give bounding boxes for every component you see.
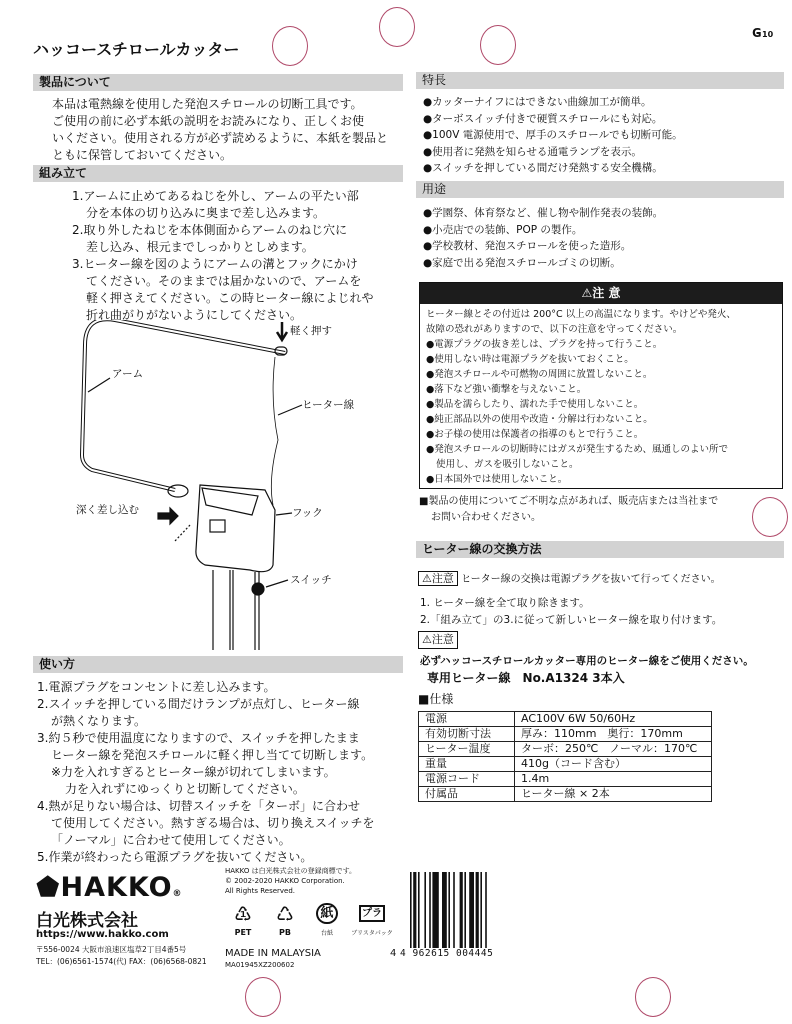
recycle-marks (225, 900, 393, 937)
hole-mark (379, 7, 415, 47)
assembly-diagram (30, 320, 330, 650)
recycle-paper-icon: 紙 台紙 (309, 900, 345, 937)
caution-list: ヒーター線とその付近は 200°C 以上の高温になります。やけどや発火、 故障の恐れがありますので、以下の注意を守ってください。 ●電源プラグの抜き差しは、プラグを持って行うこと。 ●使用しない時は電源プラグを抜いておくこと。 ●発泡スチロールや可燃物の周囲に放置しないこと。 ●落下など強い衝撃を与えないこと。 ●製品を濡らしたり、濡れた手で使用しないこと。 ●純正部品以外の使用や改造・分解は行わないこと。 ●お子様の使用は保護者の指導のもとで行うこと。 ●発泡スチロールの切断時にはガスが発生するため、風通しのよい所で 使用し、ガスを吸引しないこと。 ●日本国外では使用しないこと。 (426, 309, 736, 485)
barcode-bar (432, 872, 438, 948)
barcode-bar (410, 872, 412, 948)
replace-caution: ⚠注意 ヒーター線の交換は電源プラグを抜いて行ってください。 (418, 570, 721, 588)
barcode (408, 872, 508, 950)
label-heater: ヒーター線 (302, 399, 355, 411)
copyright-block: HAKKO は白光株式会社の登録商標です。 © 2002-2020 HAKKO Corporation. All Rights Reserved. (225, 867, 357, 895)
company-address: 〒556-0024 大阪市浪速区塩草2丁目4番5号 (36, 945, 187, 954)
page-number: 4 (390, 948, 397, 959)
caution-heading: ⚠注 意 (420, 283, 782, 304)
specs-heading: ■仕様 (418, 692, 454, 706)
company-name: 白光株式会社 (36, 911, 138, 931)
uses-list: ●学園祭、体育祭など、催し物や制作発表の装飾。 ●小売店での装飾、POP の製作。 ●学校教材、発泡スチロールを使った造形。 ●家庭で出る発泡スチロールゴミの切断。 (423, 207, 664, 269)
product-code: MA01945XZ200602 (225, 961, 295, 969)
barcode-bar (453, 872, 455, 948)
table-row: ヒーター温度 ターボ：250℃ ノーマル：170℃ (419, 742, 712, 757)
about-text: 本品は電熱線を使用した発泡スチロールの切断工具です。 ご使用の前に必ず本紙の説明をお読みになり、正しくお使 いください。使用される方が必ず読めるように、本紙を製品と ともに保管しておいてください。 (52, 97, 389, 162)
hakko-logo: ⬟HAKKO® (36, 872, 183, 903)
replace-caution-tag: ⚠注意 (418, 631, 458, 649)
recycle-plastic-icon: プラ ブリスタパック (351, 900, 393, 937)
recycle-pb-icon: ♺ PB (276, 902, 294, 937)
barcode-bar (429, 872, 431, 948)
label-arm: アーム (112, 368, 144, 380)
pentagon-logo-icon: ⬟ (36, 872, 61, 903)
caution-box (419, 282, 783, 489)
usage-steps: 1.電源プラグをコンセントに差し込みます。 2.スイッチを押している間だけランプが点灯し、ヒーター線 が熱くなります。 3.約５秒で使用温度になりますので、スイッチを押したまま ヒーター線を発泡スチロールに軽く押し当てて切断します。 ※力を入れすぎるとヒーター線が切れてしまいます。 力を入れずにゆっくりと切断してください。 4.熱が足りない場合は、切替スイッチを「ターボ」に合わせ て使用してください。熱すぎる場合は、切り換えスイッチを 「ノーマル」に合わせて使用してください。 5.作業が終わったら電源プラグを抜いてください。 (37, 680, 375, 864)
replace-note: 必ずハッコースチロールカッター専用のヒーター線をご使用ください。 (420, 655, 754, 667)
company-url: https://www.hakko.com (36, 929, 169, 940)
section-features-heading: 特長 (416, 72, 784, 89)
hole-mark (752, 497, 788, 537)
table-row: 電源 AC100V 6W 50/60Hz (419, 712, 712, 727)
barcode-digits: 4 962615 004445 (400, 948, 494, 959)
barcode-bar (460, 872, 463, 948)
section-uses-heading: 用途 (416, 181, 784, 198)
barcode-bar (413, 872, 416, 948)
label-insert: 深く差し込む (76, 504, 139, 516)
features-list: ●カッターナイフにはできない曲線加工が簡単。 ●ターボスイッチ付きで硬質スチロールにも対応。 ●100V 電源使用で、厚手のスチロールでも切断可能。 ●使用者に発熱を知らせる通電ランプを表示。 ●スイッチを押している間だけ発熱する安全機構。 (423, 96, 683, 174)
made-in: MADE IN MALAYSIA (225, 948, 321, 959)
replace-part: 専用ヒーター線 No.A1324 3本入 (427, 671, 625, 685)
hole-mark (245, 977, 281, 1017)
label-switch: スイッチ (290, 574, 332, 586)
barcode-bar (424, 872, 426, 948)
barcode-bar (418, 872, 420, 948)
barcode-bar (480, 872, 482, 948)
table-row: 有効切断寸法 厚み：110mm 奥行：170mm (419, 727, 712, 742)
replace-steps: 1. ヒーター線を全て取り除きます。 2.「組み立て」の3.に従って新しいヒーター線を取り付けます。 (420, 597, 723, 626)
section-replace-heading: ヒーター線の交換方法 (416, 541, 784, 558)
barcode-bar (469, 872, 474, 948)
barcode-bar (464, 872, 466, 948)
inquiry-note: ■製品の使用についてご不明な点があれば、販売店または当社まで お問い合わせください。 (419, 496, 719, 523)
table-row: 重量 410g（コード含む） (419, 757, 712, 772)
hole-mark (272, 26, 308, 66)
barcode-bar (476, 872, 479, 948)
recycle-pet-icon: ♳ PET (234, 902, 252, 937)
specs-table (418, 711, 712, 802)
section-usage-heading: 使い方 (33, 656, 403, 673)
barcode-bar (442, 872, 447, 948)
hole-mark (635, 977, 671, 1017)
label-press: 軽く押す (290, 325, 332, 337)
label-hook: フック (292, 507, 323, 519)
barcode-bar (485, 872, 487, 948)
recycle-g-icon: ɢ10 (752, 22, 774, 41)
page-title: ハッコースチロールカッター (33, 40, 240, 59)
section-assembly-heading: 組み立て (33, 165, 403, 182)
company-tel: TEL：(06)6561-1574(代) FAX：(06)6568-0821 (36, 957, 207, 966)
table-row: 付属品 ヒーター線 × 2本 (419, 787, 712, 802)
assembly-steps: 1.アームに止めてあるねじを外し、アームの平たい部 分を本体の切り込みに奥まで差し込みます。 2.取り外したねじを本体側面からアームのねじ穴に 差し込み、根元までしっかりとしめます。 3.ヒーター線を図のようにアームの溝とフックにかけ てください。そのままでは届かないので、アームを 軽く押さえてください。この時ヒーター線によじれや 折れ曲がりがないようにしてください。 (72, 189, 374, 322)
hole-mark (480, 25, 516, 65)
barcode-bar (448, 872, 450, 948)
table-row: 電源コード 1.4m (419, 772, 712, 787)
section-about-heading: 製品について (33, 74, 403, 91)
